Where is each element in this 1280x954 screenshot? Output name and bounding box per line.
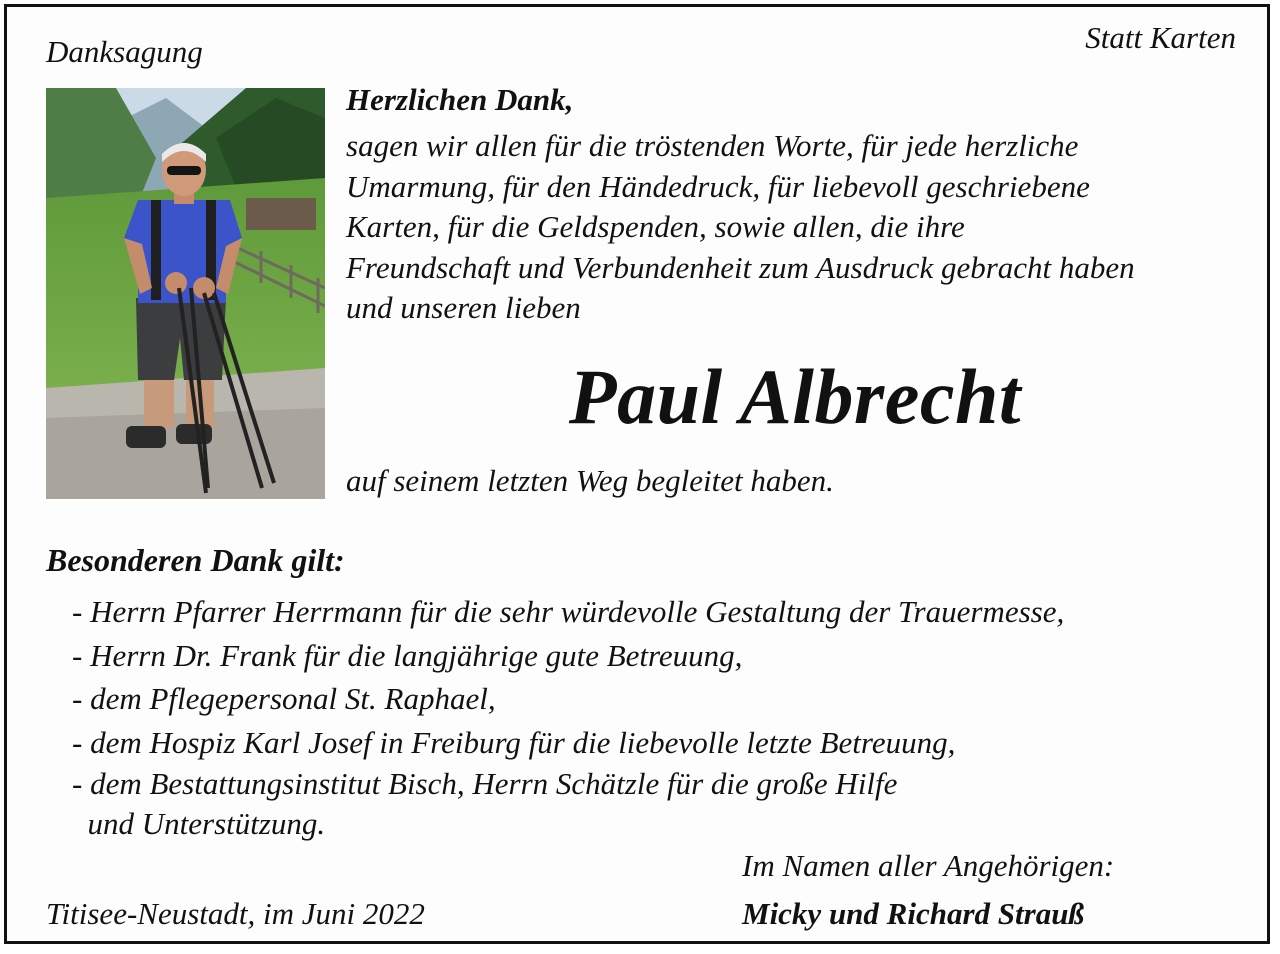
special-thanks-list [72,590,1064,844]
notice-type-label: Danksagung [46,34,203,69]
deceased-name: Paul Albrecht [568,353,1022,440]
signers: Micky und Richard Strauß [742,896,1084,931]
list-item: - dem Pflegepersonal St. Raphael, [72,681,496,716]
intro-line: und unseren lieben [346,290,581,325]
list-item: - Herrn Pfarrer Herrmann für die sehr würdevolle Gestaltung der Trauermesse, [72,594,1065,629]
list-item: - dem Bestattungsinstitut Bisch, Herrn Schätzle für die große Hilfe [72,766,898,801]
intro-line: sagen wir allen für die tröstenden Worte, für jede herzliche [346,128,1079,163]
list-item: und Unterstützung. [72,806,326,841]
statt-karten-label: Statt Karten [1085,20,1236,55]
special-thanks-title: Besonderen Dank gilt: [46,542,345,578]
place-date: Titisee-Neustadt, im Juni 2022 [46,896,425,931]
greeting-heading: Herzlichen Dank, [346,82,574,117]
intro-line: Umarmung, für den Händedruck, für liebevoll geschriebene [346,168,1090,204]
list-item: - Herrn Dr. Frank für die langjährige gute Betreuung, [72,637,743,673]
intro-line: Karten, für die Geldspenden, sowie allen, die ihre [346,209,965,244]
on-behalf-line: Im Namen aller Angehörigen: [742,848,1115,883]
closing-line: auf seinem letzten Weg begleitet haben. [346,463,834,498]
intro-line: Freundschaft und Verbundenheit zum Ausdruck gebracht haben [346,249,1135,285]
list-item: - dem Hospiz Karl Josef in Freiburg für die liebevolle letzte Betreuung, [72,724,956,760]
intro-text-block [346,80,1135,329]
